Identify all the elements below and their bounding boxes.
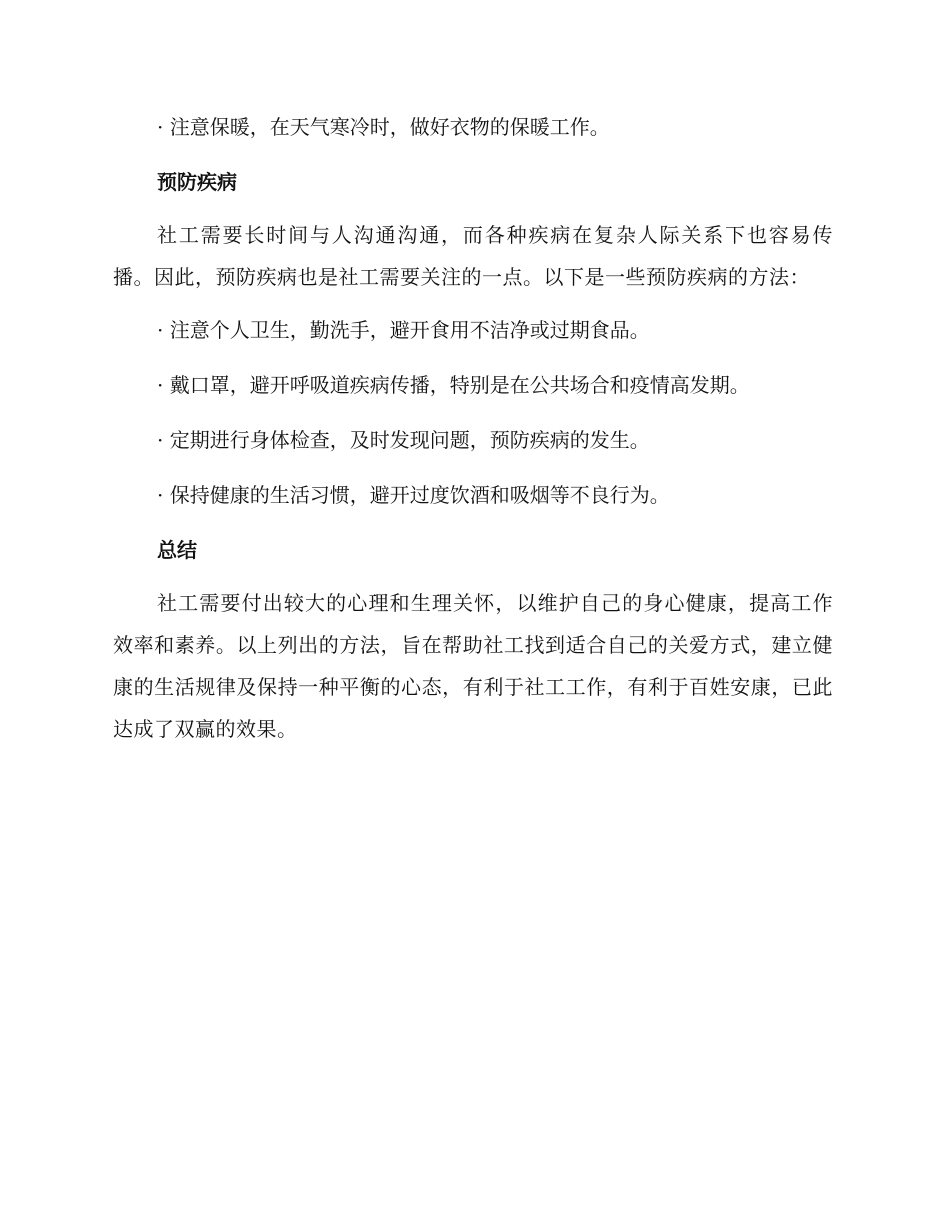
paragraph-summary: 社工需要付出较大的心理和生理关怀，以维护自己的身心健康，提高工作效率和素养。以上列出的方法，旨在帮助社工找到适合自己的关爱方式，建立健康的生活规律及保持一种平衡的心态，有利于社工工作，有利于百姓安康，已此达成了双赢的效果。 <box>113 591 833 741</box>
heading-prevent-disease: 预防疾病 <box>157 170 237 194</box>
bullet-keep-warm: · 注意保暖，在天气寒冷时，做好衣物的保暖工作。 <box>157 115 610 139</box>
document-body <box>113 106 833 761</box>
heading-summary: 总结 <box>157 538 197 562</box>
list-item: · 戴口罩，避开呼吸道疾病传播，特别是在公共场合和疫情高发期。 <box>157 373 750 397</box>
bullet-list-prevent-disease <box>113 309 833 516</box>
paragraph-prevent-disease: 社工需要长时间与人沟通沟通，而各种疾病在复杂人际关系下也容易传播。因此，预防疾病也是社工需要关注的一点。以下是一些预防疾病的方法： <box>113 223 833 289</box>
list-item: · 保持健康的生活习惯，避开过度饮酒和吸烟等不良行为。 <box>157 483 670 507</box>
list-item: · 定期进行身体检查，及时发现问题，预防疾病的发生。 <box>157 428 650 452</box>
list-item: · 注意个人卫生，勤洗手，避开食用不洁净或过期食品。 <box>157 318 650 342</box>
